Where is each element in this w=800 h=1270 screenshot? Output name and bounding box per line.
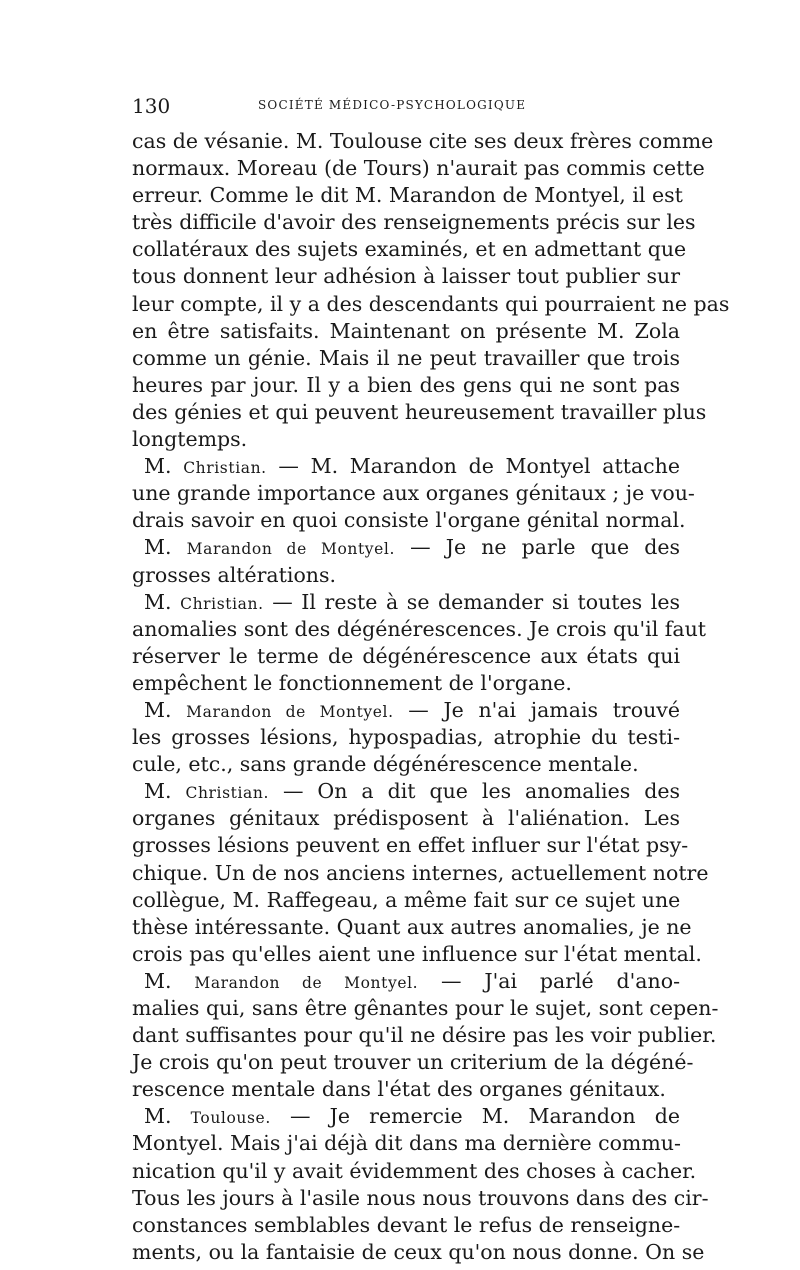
line-text: normaux. Moreau (de Tours) n'aurait pas commis cette xyxy=(132,156,705,181)
line-text: leur compte, il y a des descendants qui pourraient ne pas xyxy=(132,291,730,316)
line-text: Montyel. Mais j'ai déjà dit dans ma dernière commu- xyxy=(132,1131,681,1156)
text-line xyxy=(132,941,702,968)
text-line xyxy=(132,562,680,589)
text-line xyxy=(132,209,696,236)
text-line xyxy=(132,318,680,345)
text-line xyxy=(132,236,687,263)
line-text: longtemps. xyxy=(132,427,248,452)
line-text: — On a dit que les anomalies des xyxy=(268,779,680,804)
text-line xyxy=(132,399,707,426)
line-text: — Je n'ai jamais trouvé xyxy=(393,697,680,722)
text-line xyxy=(132,1130,680,1157)
text-line xyxy=(132,670,680,697)
text-line xyxy=(132,860,709,887)
text-line xyxy=(132,751,680,778)
line-text: cas de vésanie. M. Toulouse cite ses deux frères comme xyxy=(132,129,714,153)
text-line xyxy=(132,291,730,318)
line-text: — M. Marandon de Montyel attache xyxy=(266,454,680,479)
text-line xyxy=(132,426,680,453)
line-text: erreur. Comme le dit M. Marandon de Montyel, il est xyxy=(132,183,683,208)
line-text: collatéraux des sujets examinés, et en admettant que xyxy=(132,237,687,262)
speaker-prefix: M. xyxy=(144,1104,191,1129)
text-line xyxy=(132,887,680,914)
speaker-prefix: M. xyxy=(144,589,181,614)
line-text: organes génitaux prédisposent à l'aliénation. Les xyxy=(132,806,680,831)
text-line xyxy=(132,643,680,670)
text-line xyxy=(132,832,689,859)
line-text: dant suffisantes pour qu'il ne désire pas les voir publier. xyxy=(132,1023,717,1048)
text-line xyxy=(132,182,683,209)
text-line xyxy=(132,1185,709,1212)
line-text: en être satisfaits. Maintenant on présente M. Zola xyxy=(132,318,680,343)
line-text: très difficile d'avoir des renseignements précis sur les xyxy=(132,210,696,235)
body-text xyxy=(132,128,730,1266)
line-text: Je crois qu'on peut trouver un criterium de la dégéné- xyxy=(132,1050,694,1075)
line-text: chique. Un de nos anciens internes, actuellement notre xyxy=(132,860,709,885)
line-text: grosses lésions peuvent en effet influer sur l'état psy- xyxy=(132,833,689,858)
line-text: réserver le terme de dégénérescence aux états qui xyxy=(132,643,680,668)
line-text: anomalies sont des dégénérescences. Je crois qu'il faut xyxy=(132,616,707,641)
speaker-prefix: M. xyxy=(144,454,184,479)
line-text: ments, ou la fantaisie de ceux qu'on nous donne. On se xyxy=(132,1239,705,1264)
speaker-name: Marandon de Montyel. xyxy=(194,973,419,992)
text-line xyxy=(132,453,680,480)
speaker-name: Christian. xyxy=(185,784,269,803)
text-line xyxy=(132,480,695,507)
line-text: — Je ne parle que des xyxy=(395,535,680,560)
line-text: — J'ai parlé d'ano- xyxy=(418,968,680,993)
text-line xyxy=(132,1049,694,1076)
text-line xyxy=(132,724,680,751)
text-line xyxy=(132,697,680,724)
speaker-name: Christian. xyxy=(183,459,267,478)
speaker-name: Toulouse. xyxy=(190,1109,271,1128)
text-line xyxy=(132,155,705,182)
line-text: heures par jour. Il y a bien des gens qui ne sont pas xyxy=(132,372,680,397)
line-text: — Il reste à se demander si toutes les xyxy=(263,589,680,614)
line-text: comme un génie. Mais il ne peut travailler que trois xyxy=(132,345,680,370)
page-header xyxy=(132,94,680,118)
text-line xyxy=(132,995,719,1022)
line-text: thèse intéressante. Quant aux autres anomalies, je ne xyxy=(132,914,692,939)
text-line xyxy=(132,534,680,561)
page-number: 130 xyxy=(132,94,171,118)
line-text: collègue, M. Raffegeau, a même fait sur ce sujet une xyxy=(132,887,681,912)
text-line xyxy=(132,589,680,616)
speaker-name: Marandon de Montyel. xyxy=(186,540,396,559)
line-text: crois pas qu'elles aient une influence sur l'état mental. xyxy=(132,941,702,966)
text-line xyxy=(132,1103,680,1130)
text-line xyxy=(132,1022,717,1049)
running-title: SOCIÉTÉ MÉDICO-PSYCHOLOGIQUE xyxy=(258,98,527,112)
text-line xyxy=(132,1076,680,1103)
text-line xyxy=(132,372,680,399)
text-line xyxy=(132,1158,697,1185)
text-line xyxy=(132,345,680,372)
text-line xyxy=(132,507,686,534)
line-text: malies qui, sans être gênantes pour le sujet, sont cepen- xyxy=(132,996,719,1020)
text-line xyxy=(132,128,714,155)
line-text: Tous les jours à l'asile nous nous trouvons dans des cir- xyxy=(132,1185,709,1210)
line-text: tous donnent leur adhésion à laisser tout publier sur xyxy=(132,264,680,289)
line-text: empêchent le fonctionnement de l'organe. xyxy=(132,670,572,695)
line-text: une grande importance aux organes génitaux ; je vou- xyxy=(132,481,695,506)
speaker-prefix: M. xyxy=(144,535,187,560)
line-text: constances semblables devant le refus de renseigne- xyxy=(132,1212,681,1237)
text-line xyxy=(132,616,707,643)
line-text: des génies et qui peuvent heureusement travailler plus xyxy=(132,399,707,424)
line-text: les grosses lésions, hypospadias, atrophie du testi- xyxy=(132,725,680,750)
text-line xyxy=(132,968,680,995)
line-text: grosses altérations. xyxy=(132,562,337,587)
line-text: nication qu'il y avait évidemment des choses à cacher. xyxy=(132,1158,697,1183)
text-line xyxy=(132,805,680,832)
text-line xyxy=(132,1239,705,1266)
speaker-prefix: M. xyxy=(144,697,187,722)
speaker-name: Christian. xyxy=(180,594,264,613)
text-line xyxy=(132,914,692,941)
text-line xyxy=(132,263,680,290)
line-text: drais savoir en quoi consiste l'organe génital normal. xyxy=(132,508,686,533)
text-line xyxy=(132,1212,680,1239)
line-text: cule, etc., sans grande dégénérescence mentale. xyxy=(132,752,639,777)
speaker-name: Marandon de Montyel. xyxy=(186,702,394,721)
line-text: rescence mentale dans l'état des organes génitaux. xyxy=(132,1077,666,1102)
text-line xyxy=(132,778,680,805)
line-text: — Je remercie M. Marandon de xyxy=(270,1104,680,1129)
speaker-prefix: M. xyxy=(144,779,186,804)
speaker-prefix: M. xyxy=(144,968,195,993)
